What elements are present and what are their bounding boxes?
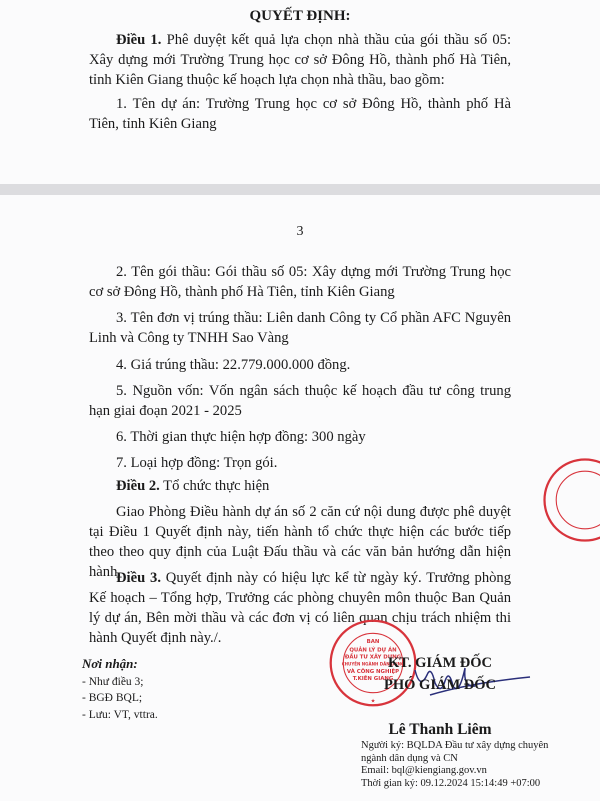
article-3-label: Điều 3. xyxy=(116,570,161,586)
article-1-text: Phê duyệt kết quả lựa chọn nhà thầu của gói thầu số 05: Xây dựng mới Trường Trung học cơ sở Đông Hồ, thành phố Hà Tiên, tỉnh Kiên Giang thuộc kế hoạch lựa chọn nhà thầu, bao gồm: xyxy=(89,32,512,88)
recipient-item: - Lưu: VT, vttra. xyxy=(82,708,158,721)
item-4: 4. Giá trúng thầu: 22.779.000.000 đồng. xyxy=(116,357,351,373)
page-number: 3 xyxy=(296,224,304,239)
article-2-title: Tổ chức thực hiện xyxy=(159,478,270,494)
signature-title-1: KT. GIÁM ĐỐC xyxy=(387,655,493,671)
svg-text:ĐẦU TƯ XÂY DỰNG: ĐẦU TƯ XÂY DỰNG xyxy=(344,654,402,661)
recipient-item: - BGĐ BQL; xyxy=(82,692,143,704)
recipient-item: - Như điều 3; xyxy=(82,675,144,688)
signer-email: Email: bql@kiengiang.gov.vn xyxy=(361,765,487,776)
recipients xyxy=(82,656,158,723)
item-5: 5. Nguồn vốn: Vốn ngân sách thuộc kế hoạch đầu tư công trung hạn giai đoạn 2021 - 2025 xyxy=(89,383,511,419)
signature-title-2: PHÓ GIÁM ĐỐC xyxy=(384,677,496,693)
signer-org: Người ký: BQLDA Đầu tư xây dựng chuyên ngành dân dụng và CN xyxy=(361,740,549,764)
item-1: 1. Tên dự án: Trường Trung học cơ sở Đông Hồ, thành phố Hà Tiên, tỉnh Kiên Giang xyxy=(89,96,511,132)
svg-text:CHUYÊN NGÀNH DÂN DỤNG: CHUYÊN NGÀNH DÂN DỤNG xyxy=(341,661,405,667)
svg-text:★: ★ xyxy=(370,698,376,705)
article-1-label: Điều 1. xyxy=(116,32,162,48)
article-1 xyxy=(89,30,511,90)
article-2-label: Điều 2. xyxy=(116,478,160,494)
page-edge-stamp xyxy=(540,455,600,545)
svg-text:QUẢN LÝ DỰ ÁN: QUẢN LÝ DỰ ÁN xyxy=(349,647,397,654)
article-2-heading xyxy=(89,476,511,496)
item-7: 7. Loại hợp đồng: Trọn gói. xyxy=(116,455,278,471)
svg-text:BAN: BAN xyxy=(366,639,380,646)
recipients-heading: Nơi nhận: xyxy=(82,656,138,671)
article-2-text: Giao Phòng Điều hành dự án số 2 căn cứ nội dung được phê duyệt tại Điều 1 Quyết định này, tiến hành tổ chức thực hiện các bước tiếp theo theo quy định của Luật Đấu thầu và các văn bản hướng dẫn hiện hành. xyxy=(89,504,511,580)
svg-text:VÀ CÔNG NGHIỆP: VÀ CÔNG NGHIỆP xyxy=(346,668,400,675)
item-6: 6. Thời gian thực hiện hợp đồng: 300 ngày xyxy=(116,429,366,445)
signer-name: Lê Thanh Liêm xyxy=(388,721,492,738)
handwritten-signature xyxy=(405,640,535,710)
decision-title: QUYẾT ĐỊNH: xyxy=(249,8,351,24)
digital-signature-info xyxy=(361,740,561,790)
item-3: 3. Tên đơn vị trúng thầu: Liên danh Công ty Cổ phần AFC Nguyên Linh và Công ty TNHH Sao Vàng xyxy=(89,310,511,346)
signing-time: Thời gian ký: 09.12.2024 15:14:49 +07:00 xyxy=(361,777,541,789)
item-2: 2. Tên gói thầu: Gói thầu số 05: Xây dựng mới Trường Trung học cơ sở Đông Hồ, thành phố Hà Tiên, tỉnh Kiên Giang xyxy=(89,264,511,300)
article-3 xyxy=(89,568,511,648)
page-separator xyxy=(0,184,600,195)
page-1-fragment xyxy=(0,0,600,184)
article-3-text: Quyết định này có hiệu lực kể từ ngày ký. Trưởng phòng Kế hoạch – Tổng hợp, Trưởng các phòng chuyên môn thuộc Ban Quản lý dự án, Bên mời thầu và các đơn vị có liên quan chịu trách nhiệm thi hành Quyết định này./. xyxy=(89,570,512,646)
svg-text:T.KIÊN GIANG: T.KIÊN GIANG xyxy=(352,676,394,683)
